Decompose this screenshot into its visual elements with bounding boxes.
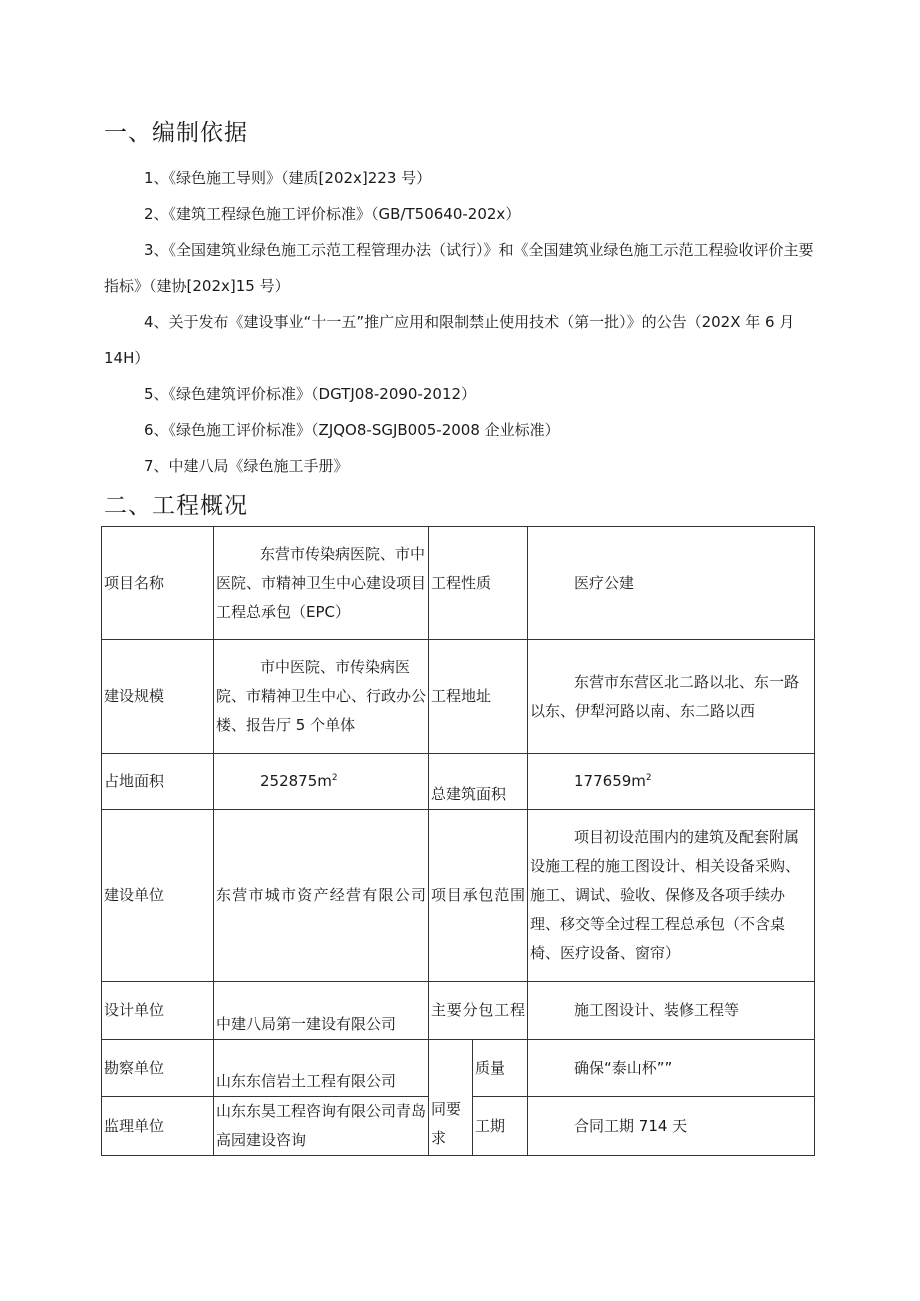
basis-item: 3、《全国建筑业绿色施工示范工程管理办法（试行）》和《全国建筑业绿色施工示范工程验收评价主要指标》（建协[202x]15 号）: [104, 241, 814, 295]
table-row: [102, 527, 815, 640]
building-area-cell: [528, 754, 815, 810]
basis-item: 5、《绿色建筑评价标准》（DGTJ08-2090-2012）: [144, 385, 477, 403]
scale-label: 建设规模: [102, 640, 214, 754]
scope-label: 项目承包范围: [429, 810, 528, 982]
land-area-label: 占地面积: [102, 754, 214, 810]
duration-value: 合同工期 714 天: [528, 1097, 815, 1156]
basis-item: 1、《绿色施工导则》（建质[202x]223 号）: [144, 169, 432, 187]
supervisor-label: 监理单位: [102, 1097, 214, 1156]
table-row: [102, 810, 815, 982]
table-row: [102, 754, 815, 810]
subcontract-label: 主要分包工程: [429, 982, 528, 1040]
scale-value: 市中医院、市传染病医院、市精神卫生中心、行政办公楼、报告厅 5 个单体: [214, 640, 429, 754]
project-overview-table: [101, 526, 815, 1156]
land-area-value: 252875m: [260, 772, 332, 790]
project-name-label: 项目名称: [102, 527, 214, 640]
scope-value: 项目初设范围内的建筑及配套附属设施工程的施工图设计、相关设备采购、施工、调试、验收、保修及各项手续办理、移交等全过程工程总承包（不含桌椅、医疗设备、窗帘）: [528, 810, 815, 982]
table-row: [102, 982, 815, 1040]
address-label: 工程地址: [429, 640, 528, 754]
address-value: 东营市东营区北二路以北、东一路以东、伊犁河路以南、东二路以西: [528, 640, 815, 754]
building-area-value: 177659m: [574, 772, 646, 790]
section-title-basis: 一、编制依据: [104, 120, 248, 146]
basis-list: [104, 160, 816, 484]
project-name-value: 东营市传染病医院、市中医院、市精神卫生中心建设项目工程总承包（EPC）: [214, 527, 429, 640]
table-row: [102, 1040, 815, 1097]
subcontract-value: 施工图设计、装修工程等: [528, 982, 815, 1040]
section-title-overview: 二、工程概况: [104, 493, 248, 519]
land-area-cell: [214, 754, 429, 810]
table-row: [102, 640, 815, 754]
nature-label: 工程性质: [429, 527, 528, 640]
basis-item: 2、《建筑工程绿色施工评价标准》（GB/T50640-202x）: [144, 205, 521, 223]
nature-value: 医疗公建: [528, 527, 815, 640]
owner-value: 东营市城市资产经营有限公司: [214, 810, 429, 982]
basis-item: 4、关于发布《建设事业“十一五”推广应用和限制禁止使用技术（第一批）》的公告（202X 年 6 月 14H）: [104, 313, 795, 367]
area-unit-superscript: 2: [645, 773, 652, 783]
survey-label: 勘察单位: [102, 1040, 214, 1097]
area-unit-superscript: 2: [331, 773, 338, 783]
survey-value: 山东东信岩土工程有限公司: [214, 1040, 429, 1097]
supervisor-value: 山东东昊工程咨询有限公司青岛高园建设咨询: [214, 1097, 429, 1156]
designer-value: 中建八局第一建设有限公司: [214, 982, 429, 1040]
owner-label: 建设单位: [102, 810, 214, 982]
designer-label: 设计单位: [102, 982, 214, 1040]
basis-item: 7、中建八局《绿色施工手册》: [144, 457, 349, 475]
building-area-label: 总建筑面积: [429, 754, 528, 810]
duration-label: 工期: [473, 1097, 528, 1156]
contract-requirement-label: 同要求: [429, 1040, 473, 1156]
basis-item: 6、《绿色施工评价标准》（ZJQO8-SGJB005-2008 企业标准）: [144, 421, 560, 439]
quality-value: 确保“泰山杯””: [528, 1040, 815, 1097]
quality-label: 质量: [473, 1040, 528, 1097]
